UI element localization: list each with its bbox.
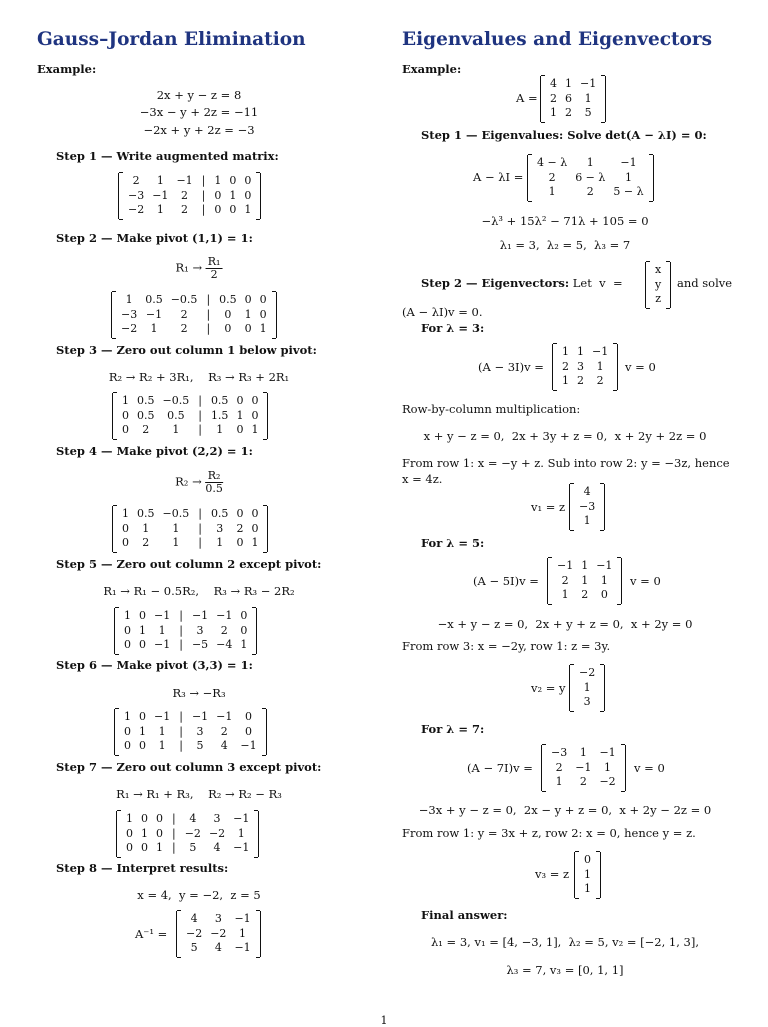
matrix-cell: 0 xyxy=(229,174,237,187)
system-lambda-3: x + y − z = 0, 2x + 3y + z = 0, x + 2y + 2z = 0 xyxy=(423,429,707,443)
matrix-cell: 0.5 xyxy=(137,394,155,407)
matrix-cell: 0 xyxy=(124,724,131,738)
matrix-separator: | xyxy=(198,394,202,407)
matrix-cell: 1 xyxy=(122,507,129,520)
matrix-separator: | xyxy=(206,307,211,321)
matrix-separator: | xyxy=(179,609,183,622)
matrix-separator: | xyxy=(198,423,202,436)
matrix-cell: 0 xyxy=(124,739,131,752)
matrix-cell: 1 xyxy=(158,623,166,637)
matrix-cell: 1 xyxy=(583,680,591,694)
matrix-cell: −1 xyxy=(575,760,592,774)
matrix-cell: −1 xyxy=(216,609,233,622)
matrix-cell: 0 xyxy=(139,710,146,723)
step4-op-den: 0.5 xyxy=(205,482,223,495)
matrix-cell: 1 xyxy=(214,174,222,187)
step6-matrix xyxy=(114,709,267,755)
matrix-cell: 4 xyxy=(189,812,197,825)
matrix-cell: 0 xyxy=(214,203,222,216)
step2-op-den: 2 xyxy=(210,268,218,281)
step3-matrix xyxy=(112,393,268,439)
matrix-cell: 1.5 xyxy=(210,408,229,422)
page-number: 1 xyxy=(380,1014,388,1027)
step5-heading: Step 5 — Zero out column 2 except pivot: xyxy=(56,557,322,571)
matrix-cell: −1 xyxy=(145,307,163,321)
step8-solution: x = 4, y = −2, z = 5 xyxy=(137,888,261,902)
matrix-cell: 0 xyxy=(244,293,252,306)
matrix-cell: 1 xyxy=(584,867,591,881)
eig-step1 xyxy=(421,130,707,142)
matrix-cell: 1 xyxy=(156,174,164,187)
step4-matrix xyxy=(112,506,268,552)
a3-matrix xyxy=(552,344,618,390)
matrix-cell: 1 xyxy=(216,423,224,436)
matrix-cell: 2 xyxy=(142,423,150,436)
left-example-label: Example: xyxy=(37,62,97,76)
matrix-cell: 2 xyxy=(562,359,569,373)
v2-vector xyxy=(569,665,605,711)
matrix-cell: 0 xyxy=(122,423,129,436)
matrix-cell: 1 xyxy=(156,203,164,216)
matrix-cell: 0 xyxy=(122,536,129,549)
eig-step1-math: det(A − λI) = 0: xyxy=(605,128,707,142)
matrix-cell: 5 xyxy=(584,106,592,119)
matrix-cell: −1 xyxy=(233,812,250,825)
matrix-cell: 0 xyxy=(236,536,244,549)
matrix-cell: 2 xyxy=(561,573,569,587)
matrix-cell: 0 xyxy=(156,826,163,840)
matrix-cell: 1 xyxy=(237,826,245,840)
a5-rhs: v = 0 xyxy=(630,574,661,588)
matrix-cell: 0 xyxy=(584,853,591,866)
matrix-cell: 0 xyxy=(229,203,237,216)
matrix-cell: 0 xyxy=(156,812,163,825)
matrix-cell: 2 xyxy=(550,91,557,105)
a5-label: (A − 5I)v = xyxy=(473,574,539,588)
matrix-separator: | xyxy=(172,841,176,854)
v3-label: v₃ = z xyxy=(535,867,570,881)
equation-1: 2x + y − z = 8 xyxy=(156,88,242,102)
matrix-cell: 0 xyxy=(244,188,252,202)
matrix-cell: 2 xyxy=(579,775,587,788)
matrix-cell: z xyxy=(655,292,661,305)
matrix-cell: 4 xyxy=(214,941,222,954)
a3-rhs: v = 0 xyxy=(625,360,656,374)
matrix-cell: 1 xyxy=(244,307,252,321)
step5-matrix xyxy=(114,608,257,654)
matrix-cell: −1 xyxy=(580,77,597,90)
matrix-cell: 1 xyxy=(251,536,259,549)
matrix-cell: 1 xyxy=(124,609,131,622)
matrix-cell: 1 xyxy=(150,322,158,335)
matrix-cell: 4 xyxy=(550,77,557,90)
matrix-cell: 0 xyxy=(244,724,252,738)
matrix-cell: −1 xyxy=(154,609,171,622)
matrix-cell: −2 xyxy=(184,826,201,840)
matrix-cell: 1 xyxy=(555,775,563,788)
matrix-cell: 1 xyxy=(172,521,180,535)
inverse-matrix xyxy=(176,911,261,957)
matrix-cell: −1 xyxy=(240,739,257,752)
matrix-cell: 2 xyxy=(220,724,228,738)
matrix-cell: 2 xyxy=(180,322,188,335)
matrix-cell: 1 xyxy=(139,724,146,738)
matrix-cell: −3 xyxy=(579,499,596,513)
step3-operation: R₂ → R₂ + 3R₁, R₃ → R₃ + 2R₁ xyxy=(108,370,290,384)
matrix-separator: | xyxy=(201,188,206,202)
matrix-cell: 4 − λ xyxy=(537,156,568,169)
matrix-cell: 0 xyxy=(124,638,131,651)
v3-vector xyxy=(574,852,601,898)
step6-heading: Step 6 — Make pivot (3,3) = 1: xyxy=(56,658,253,672)
matrix-cell: 1 xyxy=(122,394,129,407)
v1-vector xyxy=(569,484,605,530)
matrix-cell: 2 xyxy=(181,188,189,202)
matrix-separator: | xyxy=(198,536,202,549)
ali-matrix xyxy=(527,155,654,201)
matrix-cell: −2 xyxy=(186,926,203,940)
matrix-cell: 5 xyxy=(189,841,197,854)
matrix-cell: 1 xyxy=(229,188,237,202)
step4-heading: Step 4 — Make pivot (2,2) = 1: xyxy=(56,444,253,458)
matrix-separator: | xyxy=(201,174,206,187)
matrix-cell: −3 xyxy=(121,307,138,321)
matrix-separator: | xyxy=(198,521,202,535)
step2-matrix xyxy=(111,292,277,338)
matrix-cell: 4 xyxy=(220,739,228,752)
matrix-cell: 1 xyxy=(581,573,589,587)
matrix-cell: 0 xyxy=(251,521,259,535)
a7-label: (A − 7I)v = xyxy=(467,761,533,775)
v-vector xyxy=(645,262,671,308)
matrix-cell: 4 xyxy=(213,841,221,854)
matrix-cell: 1 xyxy=(624,170,632,184)
matrix-cell: 0 xyxy=(141,841,148,854)
final-answer-label: Final answer: xyxy=(421,908,508,922)
matrix-cell: 0 xyxy=(244,322,252,335)
matrix-cell: 1 xyxy=(259,322,267,335)
characteristic-polynomial: −λ³ + 15λ² − 71λ + 105 = 0 xyxy=(481,214,649,228)
matrix-cell: 0 xyxy=(122,521,129,535)
matrix-cell: 2 xyxy=(577,374,584,387)
step2-operation xyxy=(176,256,223,281)
matrix-cell: 3 xyxy=(196,724,204,738)
matrix-separator: | xyxy=(198,408,202,422)
matrix-cell: y xyxy=(655,277,662,291)
matrix-cell: 0 xyxy=(141,812,148,825)
step4-op-num: R₂ xyxy=(205,470,223,483)
matrix-cell: 0 xyxy=(139,609,146,622)
from-row-lambda-7: From row 1: y = 3x + z, row 2: x = 0, hence y = z. xyxy=(402,826,696,840)
matrix-cell: 1 xyxy=(139,623,146,637)
matrix-cell: 5 − λ xyxy=(613,185,644,198)
matrix-cell: −2 xyxy=(121,322,138,335)
matrix-cell: 2 xyxy=(548,170,556,184)
matrix-cell: 2 xyxy=(181,203,189,216)
matrix-cell: 0.5 xyxy=(210,507,229,520)
a7-matrix xyxy=(541,745,626,791)
matrix-cell: 3 xyxy=(583,695,591,708)
step1-heading: Step 1 — Write augmented matrix: xyxy=(56,149,279,163)
matrix-cell: 1 xyxy=(581,559,589,572)
matrix-cell: 0 xyxy=(139,739,146,752)
matrix-cell: 0.5 xyxy=(210,394,229,407)
left-title: Gauss–Jordan Elimination xyxy=(37,29,306,50)
a-matrix xyxy=(540,76,606,122)
step2-op-lhs: R₁ → xyxy=(175,260,203,275)
final-answer-line1: λ₁ = 3, v₁ = [4, −3, 1], λ₂ = 5, v₂ = [−2, 1, 3], xyxy=(430,935,700,949)
matrix-separator: | xyxy=(206,293,211,306)
matrix-cell: 0 xyxy=(259,307,267,321)
matrix-separator: | xyxy=(198,507,202,520)
matrix-cell: 0.5 xyxy=(137,408,155,422)
matrix-cell: 2 xyxy=(236,521,244,535)
step7-matrix xyxy=(116,811,259,857)
v1-label: v₁ = z xyxy=(531,500,566,514)
matrix-cell: −4 xyxy=(216,638,233,651)
matrix-cell: 0 xyxy=(236,507,244,520)
matrix-cell: 3 xyxy=(213,812,221,825)
matrix-cell: 1 xyxy=(562,345,569,358)
step1-matrix xyxy=(118,173,261,219)
matrix-separator: | xyxy=(172,812,176,825)
matrix-cell: −1 xyxy=(596,559,613,572)
matrix-cell: 0 xyxy=(240,609,248,622)
right-title: Eigenvalues and Eigenvectors xyxy=(402,29,713,50)
matrix-cell: −1 xyxy=(234,941,251,954)
matrix-cell: 0 xyxy=(126,826,133,840)
eig-step1-bold: Step 1 — Eigenvalues: Solve xyxy=(421,128,602,142)
matrix-cell: −1 xyxy=(176,174,193,187)
matrix-separator: | xyxy=(179,724,183,738)
final-answer-line2: λ₃ = 7, v₃ = [0, 1, 1] xyxy=(506,963,624,977)
a5-matrix xyxy=(547,558,622,604)
matrix-cell: 1 xyxy=(565,77,572,90)
matrix-cell: 3 xyxy=(216,521,224,535)
matrix-cell: −2 xyxy=(210,926,227,940)
matrix-cell: −2 xyxy=(579,666,596,679)
eig-step2-and-solve: and solve xyxy=(677,276,733,290)
matrix-cell: 3 xyxy=(577,359,584,373)
system-lambda-5: −x + y − z = 0, 2x + y + z = 0, x + 2y = 0 xyxy=(437,617,693,631)
step7-heading: Step 7 — Zero out column 3 except pivot: xyxy=(56,760,322,774)
matrix-separator: | xyxy=(206,322,211,335)
matrix-cell: −1 xyxy=(234,912,251,925)
step4-operation xyxy=(175,470,223,495)
matrix-cell: 2 xyxy=(132,174,140,187)
matrix-cell: 1 xyxy=(141,826,148,840)
matrix-cell: 1 xyxy=(125,293,133,306)
matrix-cell: 1 xyxy=(244,203,252,216)
matrix-cell: −1 xyxy=(233,841,250,854)
matrix-cell: 1 xyxy=(124,710,131,723)
matrix-cell: −3 xyxy=(551,746,568,759)
matrix-separator: | xyxy=(179,623,183,637)
matrix-separator: | xyxy=(172,826,176,840)
matrix-cell: 1 xyxy=(216,536,224,549)
matrix-cell: 6 − λ xyxy=(575,170,606,184)
matrix-cell: 5 xyxy=(196,739,204,752)
matrix-cell: 0 xyxy=(600,588,608,601)
matrix-separator: | xyxy=(201,203,206,216)
step5-operation: R₁ → R₁ − 0.5R₂, R₃ → R₃ − 2R₂ xyxy=(103,584,295,598)
matrix-cell: 1 xyxy=(239,926,247,940)
matrix-cell: 4 xyxy=(190,912,198,925)
matrix-cell: 0 xyxy=(244,710,252,723)
step6-operation: R₃ → −R₃ xyxy=(172,686,226,700)
matrix-cell: 0 xyxy=(240,623,248,637)
matrix-cell: 1 xyxy=(240,638,248,651)
matrix-cell: 1 xyxy=(583,514,591,527)
matrix-cell: 1 xyxy=(158,739,166,752)
matrix-cell: 0.5 xyxy=(219,293,237,306)
eig-step2-bold: Step 2 — Eigenvectors: xyxy=(421,276,570,290)
from-row-lambda-3-line2: x = 4z. xyxy=(402,472,443,486)
matrix-cell: 1 xyxy=(562,374,569,387)
matrix-separator: | xyxy=(179,638,183,651)
eigenvalues: λ₁ = 3, λ₂ = 5, λ₃ = 7 xyxy=(499,238,631,252)
matrix-cell: 0 xyxy=(214,188,222,202)
matrix-cell: 1 xyxy=(586,156,594,169)
eig-step2-cont: (A − λI)v = 0. xyxy=(402,305,483,319)
matrix-cell: 0 xyxy=(139,638,146,651)
matrix-cell: −1 xyxy=(191,710,209,723)
matrix-cell: 1 xyxy=(172,423,180,436)
matrix-cell: 6 xyxy=(565,91,572,105)
matrix-cell: 1 xyxy=(561,588,569,601)
matrix-cell: 3 xyxy=(196,623,204,637)
matrix-cell: 0 xyxy=(251,394,259,407)
matrix-cell: −1 xyxy=(191,609,209,622)
matrix-cell: 0 xyxy=(122,408,129,422)
step2-op-num: R₁ xyxy=(207,255,221,268)
matrix-cell: −2 xyxy=(208,826,226,840)
ali-label: A − λI = xyxy=(473,170,524,184)
from-row-lambda-5: From row 3: x = −2y, row 1: z = 3y. xyxy=(402,639,611,653)
matrix-cell: 1 xyxy=(600,573,608,587)
from-row-lambda-3-line1: From row 1: x = −y + z. Sub into row 2: y = −3z, hence xyxy=(402,456,730,470)
matrix-cell: 1 xyxy=(172,536,180,549)
matrix-cell: 0 xyxy=(224,307,232,321)
matrix-separator: | xyxy=(179,739,183,752)
system-lambda-7: −3x + y − z = 0, 2x − y + z = 0, x + 2y − 2z = 0 xyxy=(418,803,712,817)
matrix-cell: −0.5 xyxy=(170,293,198,306)
matrix-cell: 4 xyxy=(583,485,591,498)
matrix-cell: −1 xyxy=(154,710,171,723)
matrix-cell: 2 xyxy=(555,760,563,774)
matrix-cell: −2 xyxy=(128,203,145,216)
a-label: A = xyxy=(516,91,538,105)
matrix-cell: −2 xyxy=(599,775,616,788)
a7-rhs: v = 0 xyxy=(634,761,665,775)
matrix-cell: −1 xyxy=(152,188,169,202)
matrix-cell: −1 xyxy=(592,345,609,358)
matrix-cell: 1 xyxy=(604,760,612,774)
matrix-cell: 1 xyxy=(584,882,591,895)
step2-heading: Step 2 — Make pivot (1,1) = 1: xyxy=(56,231,253,245)
matrix-cell: 2 xyxy=(565,106,572,119)
matrix-cell: 3 xyxy=(214,912,222,925)
eig-step2-let: Let v = xyxy=(572,276,623,290)
matrix-cell: 1 xyxy=(156,841,163,854)
matrix-cell: 0.5 xyxy=(137,507,155,520)
matrix-cell: −1 xyxy=(599,746,616,759)
equation-2: −3x − y + 2z = −11 xyxy=(139,105,259,119)
matrix-cell: 1 xyxy=(126,812,133,825)
eig-step2 xyxy=(421,278,623,290)
matrix-cell: 0.5 xyxy=(145,293,163,306)
for-lambda-5: For λ = 5: xyxy=(421,536,485,550)
v2-label: v₂ = y xyxy=(531,681,566,695)
matrix-cell: 2 xyxy=(596,374,604,387)
matrix-cell: 1 xyxy=(550,106,557,119)
matrix-cell: 1 xyxy=(142,521,150,535)
matrix-cell: 0 xyxy=(259,293,267,306)
matrix-cell: −1 xyxy=(154,638,171,651)
matrix-cell: 1 xyxy=(158,724,166,738)
matrix-cell: 2 xyxy=(581,588,589,601)
matrix-cell: 0 xyxy=(251,507,259,520)
matrix-cell: −5 xyxy=(191,638,209,651)
matrix-cell: 0 xyxy=(124,623,131,637)
for-lambda-3: For λ = 3: xyxy=(421,321,485,335)
right-example-label: Example: xyxy=(402,62,462,76)
matrix-cell: 2 xyxy=(142,536,150,549)
matrix-cell: 1 xyxy=(577,345,584,358)
step4-op-lhs: R₂ → xyxy=(175,474,202,489)
matrix-cell: 1 xyxy=(251,423,259,436)
matrix-cell: 1 xyxy=(596,359,604,373)
matrix-cell: −1 xyxy=(620,156,637,169)
matrix-separator: | xyxy=(179,710,183,723)
a3-label: (A − 3I)v = xyxy=(478,360,544,374)
matrix-cell: 1 xyxy=(584,91,592,105)
step3-heading: Step 3 — Zero out column 1 below pivot: xyxy=(56,343,317,357)
matrix-cell: 1 xyxy=(579,746,587,759)
matrix-cell: 0 xyxy=(251,408,259,422)
matrix-cell: 1 xyxy=(236,408,244,422)
matrix-cell: 0 xyxy=(244,174,252,187)
inverse-label: A⁻¹ = xyxy=(135,927,168,941)
matrix-cell: 0 xyxy=(236,394,244,407)
matrix-cell: 0.5 xyxy=(167,408,185,422)
matrix-cell: x xyxy=(655,263,662,276)
matrix-cell: 1 xyxy=(548,185,556,198)
matrix-cell: −1 xyxy=(557,559,574,572)
matrix-cell: 5 xyxy=(190,941,198,954)
matrix-cell: 0 xyxy=(126,841,133,854)
matrix-cell: 0 xyxy=(236,423,244,436)
for-lambda-7: For λ = 7: xyxy=(421,722,485,736)
equation-3: −2x + y + 2z = −3 xyxy=(143,123,255,137)
matrix-cell: 2 xyxy=(586,185,594,198)
matrix-cell: −3 xyxy=(128,188,145,202)
matrix-cell: 0 xyxy=(224,322,232,335)
step8-heading: Step 8 — Interpret results: xyxy=(56,861,229,875)
matrix-cell: 2 xyxy=(220,623,228,637)
matrix-cell: 2 xyxy=(180,307,188,321)
matrix-cell: −0.5 xyxy=(162,507,190,520)
step7-operation: R₁ → R₁ + R₃, R₂ → R₂ − R₃ xyxy=(116,787,282,801)
matrix-cell: −0.5 xyxy=(162,394,190,407)
matrix-cell: −1 xyxy=(216,710,233,723)
row-by-column-text: Row-by-column multiplication: xyxy=(402,402,581,416)
